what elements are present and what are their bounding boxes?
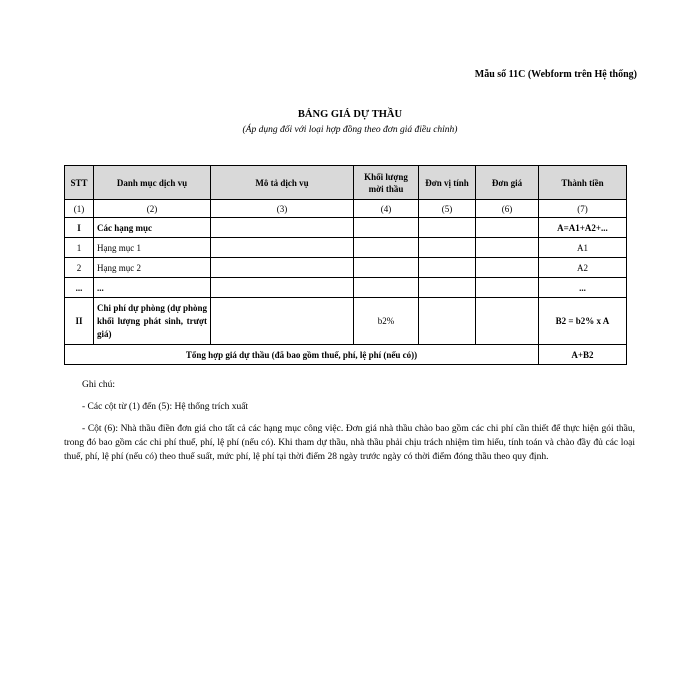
row-stt: II: [65, 298, 94, 345]
row-unit: [419, 238, 476, 258]
form-code: Mẫu số 11C (Webform trên Hệ thống): [474, 69, 637, 80]
total-row: [65, 345, 627, 365]
table-row: [65, 278, 627, 298]
row-price: [476, 298, 539, 345]
row-stt: ...: [65, 278, 94, 298]
row-amount: A2: [539, 258, 627, 278]
row-name: Hạng mục 1: [94, 238, 211, 258]
row-qty: [354, 278, 419, 298]
row-qty: [354, 238, 419, 258]
row-amount: B2 = b2% x A: [539, 298, 627, 345]
row-stt: I: [65, 218, 94, 238]
column-number: (5): [419, 200, 476, 218]
row-unit: [419, 218, 476, 238]
column-number: (3): [211, 200, 354, 218]
row-price: [476, 278, 539, 298]
row-name: Các hạng mục: [94, 218, 211, 238]
row-desc: [211, 278, 354, 298]
row-desc: [211, 298, 354, 345]
row-name: Hạng mục 2: [94, 258, 211, 278]
row-stt: 1: [65, 238, 94, 258]
note-item: - Các cột từ (1) đến (5): Hệ thống trích xuất: [82, 402, 249, 412]
total-value: A+B2: [539, 345, 627, 365]
row-amount: A=A1+A2+...: [539, 218, 627, 238]
header-unit-price: Đơn giá: [476, 166, 539, 200]
notes-section: [64, 378, 635, 464]
column-number: (1): [65, 200, 94, 218]
row-unit: [419, 298, 476, 345]
bid-price-table: [64, 165, 627, 365]
row-qty: [354, 218, 419, 238]
row-desc: [211, 238, 354, 258]
column-number: (6): [476, 200, 539, 218]
row-qty: b2%: [354, 298, 419, 345]
document-subtitle: (Áp dụng đối với loại hợp đồng theo đơn giá điều chỉnh): [242, 125, 458, 135]
table-row: [65, 258, 627, 278]
table-row: [65, 238, 627, 258]
row-price: [476, 238, 539, 258]
row-name: ...: [94, 278, 211, 298]
column-number: (2): [94, 200, 211, 218]
row-stt: 2: [65, 258, 94, 278]
row-price: [476, 258, 539, 278]
row-desc: [211, 218, 354, 238]
document-title: BẢNG GIÁ DỰ THẦU: [297, 109, 403, 120]
header-amount: Thành tiền: [539, 166, 627, 200]
header-service-description: Mô tả dịch vụ: [211, 166, 354, 200]
column-number: (7): [539, 200, 627, 218]
row-qty: [354, 258, 419, 278]
column-number-row: [65, 200, 627, 218]
total-label: Tổng hợp giá dự thầu (đã bao gồm thuế, phí, lệ phí (nếu có)): [65, 345, 539, 365]
row-name: Chi phí dự phòng (dự phòng khối lượng phát sinh, trượt giá): [94, 298, 211, 345]
header-unit: Đơn vị tính: [419, 166, 476, 200]
header-quantity: Khối lượng mời thầu: [354, 166, 419, 200]
row-amount: A1: [539, 238, 627, 258]
notes-label: Ghi chú:: [82, 380, 115, 390]
table-header-row: [65, 166, 627, 200]
header-stt: STT: [65, 166, 94, 200]
table-row: [65, 298, 627, 345]
row-unit: [419, 278, 476, 298]
column-number: (4): [354, 200, 419, 218]
header-service-category: Danh mục dịch vụ: [94, 166, 211, 200]
table-row: [65, 218, 627, 238]
row-unit: [419, 258, 476, 278]
row-desc: [211, 258, 354, 278]
row-price: [476, 218, 539, 238]
row-amount: ...: [539, 278, 627, 298]
note-item: - Cột (6): Nhà thầu điền đơn giá cho tất cả các hạng mục công việc. Đơn giá nhà thầu chào bao gồm các chi phí cần thiết để thực hiện gói thầu, trong đó bao gồm các chi phí thuế, phí, lệ phí (nếu có). Khi tham dự thầu, nhà thầu phải chịu trách nhiệm tìm hiểu, tính toán và chào đầy đủ các loại thuế, phí, lệ phí (nếu có) theo thuế suất, mức phí, lệ phí tại thời điểm 28 ngày trước ngày có thời điểm đóng thầu theo quy định.: [64, 424, 635, 462]
